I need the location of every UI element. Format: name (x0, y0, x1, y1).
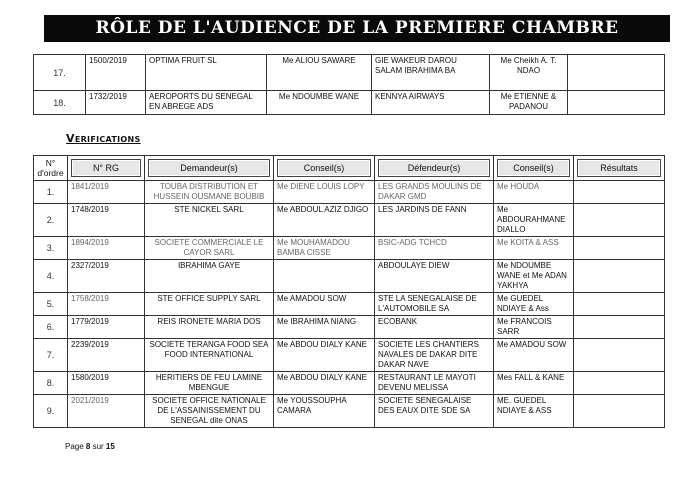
defendeur-cell: LES JARDINS DE FANN (375, 204, 494, 237)
defendeur-cell: BSIC-ADG TCHCD (375, 237, 494, 260)
demandeur-cell: STE NICKEL SARL (145, 204, 274, 237)
defendeur-cell: SOCIETE LES CHANTIERS NAVALES DE DAKAR DITE DAKAR NAVE (375, 339, 494, 372)
demandeur-cell: IBRAHIMA GAYE (145, 260, 274, 293)
header-conseil1-cell (274, 156, 375, 181)
conseil-defendeur-cell: Me NDOUMBE WANE et Me ADAN YAKHYA (494, 260, 574, 293)
section-title-verifications: Verifications (66, 132, 141, 145)
header-conseil-defendeur: Conseil(s) (497, 159, 570, 177)
resultats-cell (574, 316, 665, 339)
resultats-cell (574, 293, 665, 316)
footer-prefix: Page (65, 442, 86, 451)
defendeur-cell: KENNYA AIRWAYS (372, 91, 490, 115)
defendeur-cell: ABDOULAYE DIEW (375, 260, 494, 293)
demandeur-cell: OPTIMA FRUIT SL (146, 55, 267, 91)
header-demandeur-cell (145, 156, 274, 181)
demandeur-cell: TOUBA DISTRIBUTION ET HUSSEIN OUSMANE BOUBIB (145, 181, 274, 204)
demandeur-cell: SOCIETE TERANGA FOOD SEA FOOD INTERNATIONAL (145, 339, 274, 372)
conseil-defendeur-cell: Me FRANCOIS SARR (494, 316, 574, 339)
conseil-demandeur-cell: Me NDOUMBE WANE (267, 91, 372, 115)
header-rg-cell (68, 156, 145, 181)
conseil-defendeur-cell: ME. GUEDEL NDIAYE & ASS (494, 395, 574, 428)
header-conseil2-cell (494, 156, 574, 181)
defendeur-cell: RESTAURANT LE MAYOTI DEVENU MELISSA (375, 372, 494, 395)
conseil-demandeur-cell: Me IBRAHIMA NIANG (274, 316, 375, 339)
conseil-demandeur-cell: Me AMADOU SOW (274, 293, 375, 316)
demandeur-cell: REIS IRONETE MARIA DOS (145, 316, 274, 339)
demandeur-cell: AEROPORTS DU SENEGAL EN ABREGE ADS (146, 91, 267, 115)
demandeur-cell: STE OFFICE SUPPLY SARL (145, 293, 274, 316)
table-row (34, 316, 665, 339)
conseil-demandeur-cell: Me ABDOU DIALY KANE (274, 339, 375, 372)
previous-hearing-table (33, 54, 665, 115)
table-row (34, 181, 665, 204)
conseil-demandeur-cell: Me ABDOUL AZIZ DJIGO (274, 204, 375, 237)
header-demandeur: Demandeur(s) (148, 159, 270, 177)
resultats-cell (574, 339, 665, 372)
rg-number: 1500/2019 (86, 55, 146, 91)
conseil-defendeur-cell: Me GUEDEL NDIAYE & Ass (494, 293, 574, 316)
table-row (34, 372, 665, 395)
header-conseil-demandeur: Conseil(s) (277, 159, 371, 177)
table-row (34, 204, 665, 237)
header-resultats-cell (574, 156, 665, 181)
row-number: 17. (34, 55, 86, 91)
rg-number: 2239/2019 (68, 339, 145, 372)
resultats-cell (574, 204, 665, 237)
rg-number: 1841/2019 (68, 181, 145, 204)
conseil-demandeur-cell: Me ABDOU DIALY KANE (274, 372, 375, 395)
footer-page-total: 15 (105, 442, 115, 451)
rg-number: 2021/2019 (68, 395, 145, 428)
row-number: 7. (34, 339, 68, 372)
rg-number: 1748/2019 (68, 204, 145, 237)
table-row (34, 395, 665, 428)
resultats-cell (574, 395, 665, 428)
rg-number: 1894/2019 (68, 237, 145, 260)
row-number: 8. (34, 372, 68, 395)
rg-number: 1758/2019 (68, 293, 145, 316)
resultats-cell (574, 260, 665, 293)
table-header-row (34, 156, 665, 181)
demandeur-cell: HERITIERS DE FEU LAMINE MBENGUE (145, 372, 274, 395)
conseil-defendeur-cell: Me KOITA & ASS (494, 237, 574, 260)
defendeur-cell: STE LA SENEGALAISE DE L'AUTOMOBILE SA (375, 293, 494, 316)
rg-number: 1779/2019 (68, 316, 145, 339)
resultats-cell (568, 91, 665, 115)
conseil-demandeur-cell (274, 260, 375, 293)
rg-number: 2327/2019 (68, 260, 145, 293)
conseil-demandeur-cell: Me YOUSSOUPHA CAMARA (274, 395, 375, 428)
conseil-defendeur-cell: Me ABDOURAHMANE DIALLO (494, 204, 574, 237)
table-row (34, 91, 665, 115)
conseil-demandeur-cell: Me ALIOU SAWARE (267, 55, 372, 91)
rg-number: 1732/2019 (86, 91, 146, 115)
table-row (34, 260, 665, 293)
demandeur-cell: SOCIETE COMMERCIALE LE CAYOR SARL (145, 237, 274, 260)
conseil-defendeur-cell: Me Cheikh A. T. NDAO (490, 55, 568, 91)
page-title: RÔLE DE L'AUDIENCE DE LA PREMIERE CHAMBRE (44, 15, 670, 42)
row-number: 5. (34, 293, 68, 316)
conseil-demandeur-cell: Me DIENE LOUIS LOPY (274, 181, 375, 204)
row-number: 6. (34, 316, 68, 339)
defendeur-cell: ECOBANK (375, 316, 494, 339)
footer-page-number: 8 (85, 442, 91, 451)
resultats-cell (574, 372, 665, 395)
verifications-table (33, 155, 665, 428)
row-number: 18. (34, 91, 86, 115)
resultats-cell (568, 55, 665, 91)
demandeur-cell: SOCIETE OFFICE NATIONALE DE L'ASSAINISSEMENT DU SENEGAL dite ONAS (145, 395, 274, 428)
rg-number: 1580/2019 (68, 372, 145, 395)
table-row (34, 339, 665, 372)
resultats-cell (574, 181, 665, 204)
table-row (34, 293, 665, 316)
defendeur-cell: GIE WAKEUR DAROU SALAM IBRAHIMA BA (372, 55, 490, 91)
row-number: 3. (34, 237, 68, 260)
header-defendeur: Défendeur(s) (378, 159, 490, 177)
table-row (34, 237, 665, 260)
table-row (34, 55, 665, 91)
header-rg: N° RG (71, 159, 141, 177)
footer-separator: sur (90, 442, 106, 451)
resultats-cell (574, 237, 665, 260)
conseil-defendeur-cell: Me AMADOU SOW (494, 339, 574, 372)
header-defendeur-cell (375, 156, 494, 181)
defendeur-cell: SOCIETE SENEGALAISE DES EAUX DITE SDE SA (375, 395, 494, 428)
conseil-demandeur-cell: Me MOUHAMADOU BAMBA CISSE (274, 237, 375, 260)
header-ordre: N° d'ordre (34, 156, 68, 181)
row-number: 1. (34, 181, 68, 204)
row-number: 9. (34, 395, 68, 428)
header-resultats: Résultats (577, 159, 661, 177)
row-number: 4. (34, 260, 68, 293)
row-number: 2. (34, 204, 68, 237)
defendeur-cell: LES GRANDS MOULINS DE DAKAR GMD (375, 181, 494, 204)
conseil-defendeur-cell: Me HOUDA (494, 181, 574, 204)
conseil-defendeur-cell: Mes FALL & KANE (494, 372, 574, 395)
page-footer (65, 442, 115, 451)
conseil-defendeur-cell: Me ETIENNE & PADANOU (490, 91, 568, 115)
